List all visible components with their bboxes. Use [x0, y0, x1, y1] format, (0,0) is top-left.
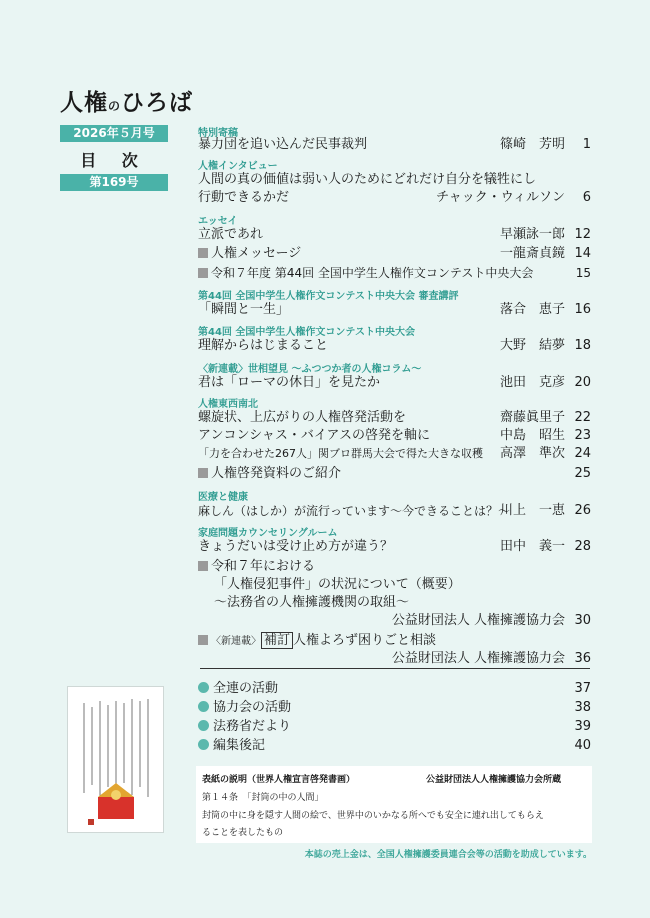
category-label: エッセイ [198, 216, 238, 227]
toc-entry[interactable]: 〈新連載〉 補訂 人権よろず困りごと相談 [198, 632, 591, 650]
toc-entry[interactable]: 令和７年における [198, 558, 591, 576]
toc-entry[interactable]: 暴力団を追い込んだ民事裁判 篠崎 芳明 1 [198, 137, 591, 152]
toc-entry[interactable]: 「力を合わせた267人」関ブロ群馬大会で得た大きな収穫 高澤 準次 24 [198, 446, 591, 461]
toc-entry[interactable]: きょうだいは受け止め方が違う？ 田中 義一 28 [198, 539, 591, 554]
toc-entry[interactable]: 令和７年度 第44回 全国中学生人権作文コンテスト中央大会 15 [198, 264, 591, 282]
toc-entry[interactable]: 君は「ローマの休日」を見たか 池田 克彦 20 [198, 375, 591, 390]
square-bullet-icon [198, 268, 208, 278]
category-label: 〈新連載〉世相望見 ～ふつつか者の人権コラム～ [198, 364, 422, 375]
toc-entry[interactable]: アンコンシャス・バイアスの啓発を軸に 中島 昭生 23 [198, 428, 591, 443]
cover-article: 第１４条 「封筒の中の人間」 [202, 793, 324, 803]
circle-bullet-icon [198, 701, 209, 712]
cover-heading: 表紙の説明（世界人権宣言啓発書画） [202, 775, 356, 785]
toc-entry[interactable]: 立派であれ 早瀬詠一郎 12 [198, 227, 591, 242]
toc-entry[interactable]: 全連の活動 37 [198, 680, 591, 698]
contents-heading: 目 次 [80, 151, 148, 170]
toc-entry-cont[interactable]: 公益財団法人 人権擁護協力会 30 [391, 613, 591, 628]
toc-entry[interactable]: 人権啓発資料のご紹介 25 [198, 465, 591, 483]
cover-artwork [67, 686, 164, 833]
circle-bullet-icon [198, 739, 209, 750]
category-label: 家庭問題カウンセリングルーム [198, 528, 338, 539]
toc-entry[interactable]: 「瞬間と一生」 落合 恵子 16 [198, 302, 591, 317]
square-bullet-icon [198, 561, 208, 571]
footer-note: 本誌の売上金は、全国人権擁護委員連合会等の活動を助成しています。 [304, 850, 592, 860]
cover-owner: 公益財団法人人権擁護協力会所蔵 [426, 775, 562, 785]
toc-entry[interactable]: 協力会の活動 38 [198, 699, 591, 717]
circle-bullet-icon [198, 720, 209, 731]
magazine-logo: 人権のひろば [60, 90, 194, 116]
square-bullet-icon [198, 635, 208, 645]
square-bullet-icon [198, 468, 208, 478]
category-label: 医療と健康 [198, 492, 248, 503]
toc-entry-cont[interactable]: 公益財団法人 人権擁護協力会 36 [391, 651, 591, 666]
toc-entry[interactable]: 編集後記 40 [198, 737, 591, 755]
toc-entry-cont[interactable]: 「人権侵犯事件」の状況について（概要） [214, 577, 461, 592]
issue-date-badge: 2026年５月号 [60, 125, 168, 142]
toc-entry[interactable]: 人間の真の価値は弱い人のためにどれだけ自分を犠牲にし [198, 172, 537, 187]
toc-entry[interactable]: 人権メッセージ 一龍斎貞鏡 14 [198, 245, 591, 263]
category-label: 人権東西南北 [198, 399, 258, 410]
issue-number-badge: 第169号 [60, 174, 168, 191]
category-label: 人権インタビュー [198, 161, 278, 172]
category-label: 特別寄稿 [198, 128, 238, 139]
circle-bullet-icon [198, 682, 209, 693]
cover-desc-line: ることを表したもの [202, 828, 284, 838]
toc-entry[interactable]: 理解からはじまること 大野 結夢 18 [198, 338, 591, 353]
cover-description [196, 766, 592, 843]
divider [200, 668, 590, 669]
square-bullet-icon [198, 248, 208, 258]
toc-entry[interactable]: 法務省だより 39 [198, 718, 591, 736]
toc-entry-cont[interactable]: ～法務省の人権擁護機関の取組～ [214, 595, 410, 610]
category-label: 第44回 全国中学生人権作文コンテスト中央大会 審査講評 [198, 291, 459, 302]
cover-desc-line: 封筒の中に身を隠す人間の絵で、世界中のいかなる所へでも安全に連れ出してもらえ [202, 811, 544, 821]
calligraphy-illustration [68, 687, 163, 832]
toc-entry[interactable]: 麻しん（はしか）が流行っています～今できることは？～ 川上 一恵 26 [198, 503, 591, 518]
toc-entry-cont[interactable]: 行動できるかだ チャック・ウィルソン 6 [198, 190, 591, 205]
toc-entry[interactable]: 螺旋状、上広がりの人権啓発活動を 齋藤眞里子 22 [198, 410, 591, 425]
category-label: 第44回 全国中学生人権作文コンテスト中央大会 [198, 327, 415, 338]
